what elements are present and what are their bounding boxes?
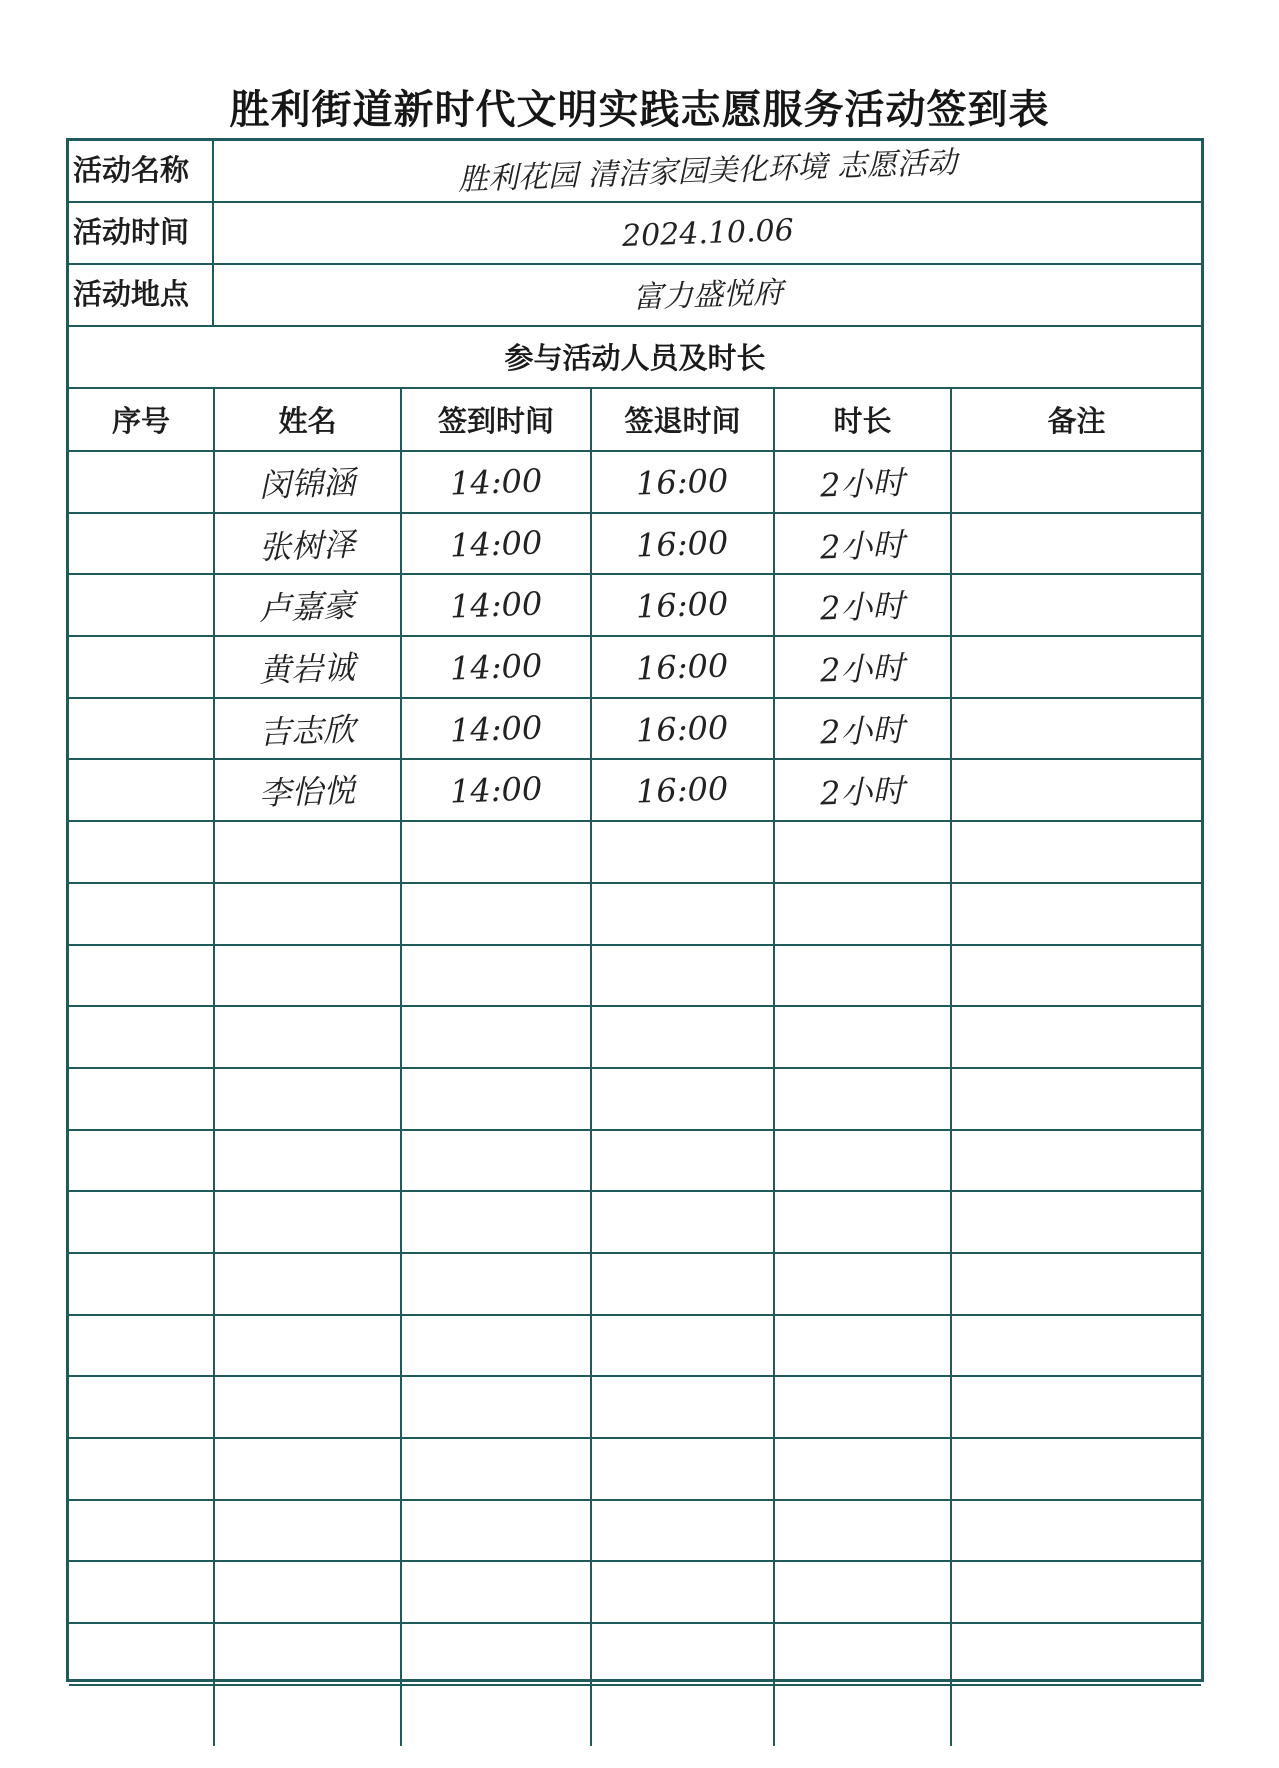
note-cell: [951, 698, 1201, 760]
table-row: [69, 1253, 1201, 1315]
participant-name-cell: [214, 1315, 401, 1377]
participant-name-cell: [214, 1561, 401, 1623]
table-row: [69, 574, 1201, 636]
sign-in-time-cell: [401, 1438, 591, 1500]
sign-in-time: 14:00: [449, 522, 543, 565]
participant-name: 李怡悦: [258, 771, 357, 813]
participant-name: 闵锦涵: [258, 463, 357, 505]
participant-name-cell: [214, 1376, 401, 1438]
table-row: [69, 513, 1201, 575]
sign-out-time-cell: [591, 821, 774, 883]
duration-cell: [774, 1438, 951, 1500]
sign-out-time-cell: [591, 759, 774, 821]
note-cell: [951, 451, 1201, 513]
sign-out-time: 16:00: [635, 584, 730, 626]
row-number-cell: [69, 945, 214, 1007]
sign-out-time-cell: [591, 451, 774, 513]
sign-in-time-cell: [401, 513, 591, 575]
sign-out-time-cell: [591, 945, 774, 1007]
sign-out-time: 16:00: [635, 522, 730, 565]
sign-out-time-cell: [591, 1376, 774, 1438]
column-header-no: 序号: [69, 389, 214, 451]
participant-name-cell: [214, 1500, 401, 1562]
sign-out-time-cell: [591, 883, 774, 945]
column-header-note: 备注: [951, 389, 1201, 451]
sign-out-time-cell: [591, 513, 774, 575]
sign-in-time-cell: [401, 1685, 591, 1747]
table-row: [69, 883, 1201, 945]
sign-out-time-cell: [591, 1315, 774, 1377]
table-row: [69, 1623, 1201, 1685]
sign-in-time-cell: [401, 1500, 591, 1562]
participant-name-cell: [214, 574, 401, 636]
note-cell: [951, 1006, 1201, 1068]
sign-out-time-cell: [591, 1068, 774, 1130]
duration-cell: [774, 883, 951, 945]
activity-place-value: [214, 265, 1201, 325]
duration-cell: [774, 1561, 951, 1623]
sign-out-time-cell: [591, 574, 774, 636]
sign-out-time-cell: [591, 1438, 774, 1500]
sign-in-time: 14:00: [449, 646, 543, 688]
table-row: [69, 1685, 1201, 1747]
sign-out-time: 16:00: [635, 707, 730, 750]
table-row: [69, 451, 1201, 513]
sign-out-time-cell: [591, 636, 774, 698]
row-number-cell: [69, 1315, 214, 1377]
sign-out-time-cell: [591, 1500, 774, 1562]
activity-time-value: [214, 203, 1201, 263]
participant-name-cell: [214, 821, 401, 883]
note-cell: [951, 945, 1201, 1007]
participant-name-cell: [214, 636, 401, 698]
duration-cell: [774, 1130, 951, 1192]
sign-in-time: 14:00: [449, 461, 543, 503]
duration: 2小时: [819, 648, 906, 690]
duration-cell: [774, 1068, 951, 1130]
sign-in-time-cell: [401, 1191, 591, 1253]
sign-in-time-cell: [401, 574, 591, 636]
duration-cell: [774, 698, 951, 760]
row-number-cell: [69, 1500, 214, 1562]
note-cell: [951, 1068, 1201, 1130]
note-cell: [951, 636, 1201, 698]
duration-cell: [774, 1191, 951, 1253]
duration-cell: [774, 513, 951, 575]
duration-cell: [774, 451, 951, 513]
activity-time-text: 2024.10.06: [621, 213, 794, 254]
note-cell: [951, 1191, 1201, 1253]
sign-out-time-cell: [591, 1253, 774, 1315]
note-cell: [951, 1438, 1201, 1500]
participant-name: 吉志欣: [258, 709, 357, 752]
duration-cell: [774, 574, 951, 636]
sign-in-sheet: [66, 138, 1204, 1682]
page-title: 胜利街道新时代文明实践志愿服务活动签到表: [229, 87, 1050, 133]
note-cell: [951, 1253, 1201, 1315]
activity-place-row: [69, 265, 1201, 327]
sign-out-time: 16:00: [635, 461, 730, 503]
attendance-table: [69, 389, 1201, 1746]
sign-in-time-cell: [401, 1623, 591, 1685]
table-row: [69, 821, 1201, 883]
table-row: [69, 1376, 1201, 1438]
table-row: [69, 1500, 1201, 1562]
note-cell: [951, 513, 1201, 575]
note-cell: [951, 1623, 1201, 1685]
row-number-cell: [69, 1130, 214, 1192]
duration-cell: [774, 636, 951, 698]
sign-in-time-cell: [401, 1376, 591, 1438]
table-row: [69, 1006, 1201, 1068]
participant-name-cell: [214, 1253, 401, 1315]
table-row: [69, 698, 1201, 760]
participant-name-cell: [214, 945, 401, 1007]
participant-name-cell: [214, 759, 401, 821]
row-number-cell: [69, 636, 214, 698]
sign-out-time-cell: [591, 1623, 774, 1685]
note-cell: [951, 759, 1201, 821]
duration: 2小时: [819, 463, 906, 505]
sign-in-time: 14:00: [449, 769, 543, 811]
participant-name-cell: [214, 451, 401, 513]
sign-out-time-cell: [591, 1561, 774, 1623]
column-header-sign-out: 签退时间: [591, 389, 774, 451]
participant-name: 卢嘉豪: [258, 586, 357, 628]
duration: 2小时: [819, 771, 906, 813]
sign-out-time-cell: [591, 1130, 774, 1192]
sign-in-time: 14:00: [449, 584, 543, 626]
sign-in-time-cell: [401, 945, 591, 1007]
participant-name-cell: [214, 1068, 401, 1130]
sign-out-time-cell: [591, 1191, 774, 1253]
activity-time-row: [69, 203, 1201, 265]
duration-cell: [774, 1685, 951, 1747]
sign-in-time-cell: [401, 759, 591, 821]
participant-name-cell: [214, 883, 401, 945]
row-number-cell: [69, 1191, 214, 1253]
duration-cell: [774, 1500, 951, 1562]
note-cell: [951, 1685, 1201, 1747]
note-cell: [951, 1376, 1201, 1438]
row-number-cell: [69, 883, 214, 945]
sign-in-time-cell: [401, 698, 591, 760]
sign-in-time: 14:00: [449, 707, 543, 750]
table-row: [69, 1438, 1201, 1500]
table-row: [69, 636, 1201, 698]
row-number-cell: [69, 1561, 214, 1623]
participant-name-cell: [214, 1191, 401, 1253]
sign-in-time-cell: [401, 1068, 591, 1130]
duration-cell: [774, 1315, 951, 1377]
row-number-cell: [69, 1685, 214, 1747]
row-number-cell: [69, 574, 214, 636]
participant-name-cell: [214, 1685, 401, 1747]
note-cell: [951, 1500, 1201, 1562]
row-number-cell: [69, 698, 214, 760]
sign-in-time-cell: [401, 1006, 591, 1068]
note-cell: [951, 1561, 1201, 1623]
sign-in-time-cell: [401, 1561, 591, 1623]
sign-in-time-cell: [401, 636, 591, 698]
sign-out-time: 16:00: [635, 646, 730, 688]
duration: 2小时: [819, 710, 906, 752]
activity-name-text: 胜利花园 清洁家园美化环境 志愿活动: [457, 145, 958, 198]
row-number-cell: [69, 1068, 214, 1130]
duration-cell: [774, 1253, 951, 1315]
column-header-sign-in: 签到时间: [401, 389, 591, 451]
note-cell: [951, 574, 1201, 636]
sign-in-time-cell: [401, 1130, 591, 1192]
activity-name-label: 活动名称: [69, 141, 214, 201]
activity-name-row: [69, 141, 1201, 203]
sign-out-time: 16:00: [635, 769, 730, 811]
column-header-duration: 时长: [774, 389, 951, 451]
note-cell: [951, 1130, 1201, 1192]
sign-in-time-cell: [401, 883, 591, 945]
activity-place-text: 富力盛悦府: [631, 275, 784, 316]
participants-header: 参与活动人员及时长: [69, 327, 1201, 389]
table-row: [69, 1561, 1201, 1623]
sign-in-time-cell: [401, 1315, 591, 1377]
row-number-cell: [69, 513, 214, 575]
duration-cell: [774, 1623, 951, 1685]
table-row: [69, 945, 1201, 1007]
sign-in-time-cell: [401, 451, 591, 513]
participant-name-cell: [214, 1006, 401, 1068]
sign-out-time-cell: [591, 1006, 774, 1068]
sign-in-time-cell: [401, 821, 591, 883]
participant-name-cell: [214, 513, 401, 575]
table-row: [69, 1130, 1201, 1192]
duration: 2小时: [819, 525, 906, 566]
participant-name-cell: [214, 1130, 401, 1192]
row-number-cell: [69, 1623, 214, 1685]
duration-cell: [774, 759, 951, 821]
table-row: [69, 1191, 1201, 1253]
duration-cell: [774, 945, 951, 1007]
row-number-cell: [69, 451, 214, 513]
row-number-cell: [69, 1006, 214, 1068]
sign-out-time-cell: [591, 698, 774, 760]
row-number-cell: [69, 821, 214, 883]
table-row: [69, 1315, 1201, 1377]
activity-time-label: 活动时间: [69, 203, 214, 263]
participant-name: 黄岩诚: [258, 648, 357, 690]
participant-name-cell: [214, 1438, 401, 1500]
table-row: [69, 759, 1201, 821]
activity-name-value: [214, 141, 1201, 201]
row-number-cell: [69, 1376, 214, 1438]
sign-out-time-cell: [591, 1685, 774, 1747]
participant-name: 张树泽: [258, 524, 357, 567]
row-number-cell: [69, 1438, 214, 1500]
note-cell: [951, 1315, 1201, 1377]
table-header-row: [69, 389, 1201, 451]
sign-in-time-cell: [401, 1253, 591, 1315]
participant-name-cell: [214, 1623, 401, 1685]
column-header-name: 姓名: [214, 389, 401, 451]
duration-cell: [774, 821, 951, 883]
note-cell: [951, 821, 1201, 883]
note-cell: [951, 883, 1201, 945]
participant-name-cell: [214, 698, 401, 760]
duration-cell: [774, 1376, 951, 1438]
duration: 2小时: [819, 586, 906, 628]
row-number-cell: [69, 759, 214, 821]
duration-cell: [774, 1006, 951, 1068]
activity-place-label: 活动地点: [69, 265, 214, 325]
table-row: [69, 1068, 1201, 1130]
row-number-cell: [69, 1253, 214, 1315]
